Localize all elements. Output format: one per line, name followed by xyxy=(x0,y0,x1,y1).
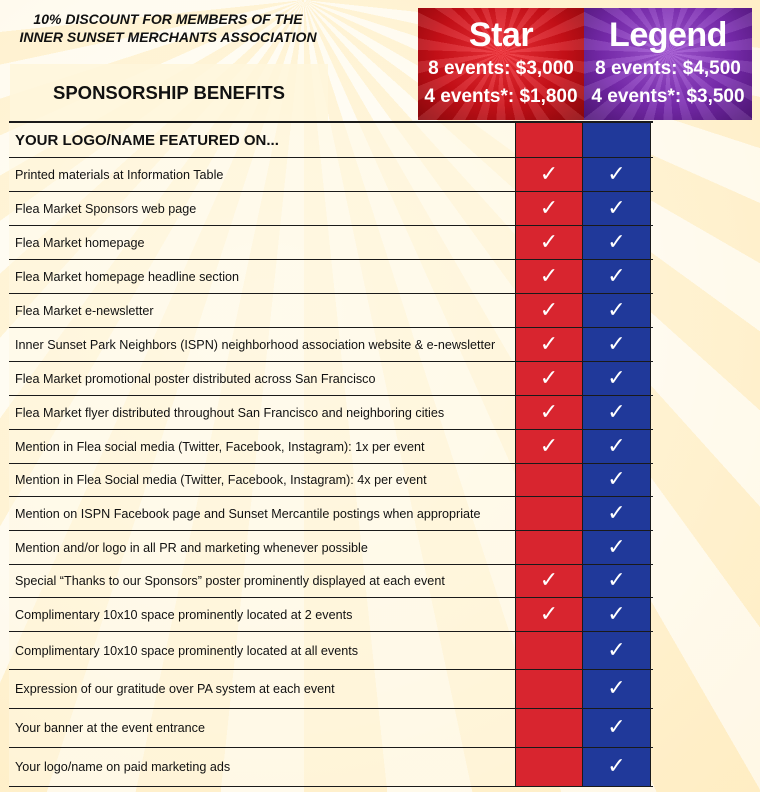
checkmark-icon: ✓ xyxy=(607,399,626,425)
checkmark-icon: ✓ xyxy=(539,399,559,425)
table-row xyxy=(9,362,653,396)
benefit-label: Mention in Flea Social media (Twitter, Facebook, Instagram): 4x per event xyxy=(9,464,515,496)
benefit-label: Mention and/or logo in all PR and marketing whenever possible xyxy=(9,531,515,564)
checkmark-icon: ✓ xyxy=(539,161,559,187)
checkmark-icon: ✓ xyxy=(607,715,626,740)
legend-cell xyxy=(582,670,651,708)
star-cell xyxy=(515,362,582,395)
legend-cell xyxy=(582,632,651,669)
checkmark-icon: ✓ xyxy=(607,433,626,459)
star-cell xyxy=(515,430,582,463)
benefits-table xyxy=(9,121,653,787)
legend-cell xyxy=(582,430,651,463)
section-title: SPONSORSHIP BENEFITS xyxy=(10,64,328,122)
benefit-label: Flea Market homepage xyxy=(9,226,515,259)
table-header-label: YOUR LOGO/NAME FEATURED ON... xyxy=(9,123,515,157)
star-cell xyxy=(515,497,582,530)
checkmark-icon: ✓ xyxy=(539,195,559,221)
table-row xyxy=(9,531,653,565)
table-row xyxy=(9,748,653,787)
benefit-label: Complimentary 10x10 space prominently located at all events xyxy=(9,632,515,669)
tier-price-8-events: 8 events: $4,500 xyxy=(595,58,741,79)
discount-note-line1: 10% DISCOUNT FOR MEMBERS OF THE xyxy=(33,11,303,27)
star-cell xyxy=(515,632,582,669)
tier-name: Star xyxy=(468,16,534,54)
table-row xyxy=(9,565,653,598)
star-cell xyxy=(515,598,582,631)
checkmark-icon: ✓ xyxy=(607,331,626,357)
checkmark-icon: ✓ xyxy=(539,331,559,357)
discount-note-line2: INNER SUNSET MERCHANTS ASSOCIATION xyxy=(19,29,317,45)
benefit-label: Flea Market promotional poster distributed across San Francisco xyxy=(9,362,515,395)
table-row xyxy=(9,430,653,464)
legend-cell xyxy=(582,464,651,496)
star-cell xyxy=(515,396,582,429)
checkmark-icon: ✓ xyxy=(607,637,626,663)
star-cell xyxy=(515,226,582,259)
legend-cell xyxy=(582,531,651,564)
star-cell xyxy=(515,709,582,747)
legend-cell xyxy=(582,192,651,225)
checkmark-icon: ✓ xyxy=(539,365,559,391)
legend-cell xyxy=(582,226,651,259)
legend-cell xyxy=(582,497,651,530)
checkmark-icon: ✓ xyxy=(607,534,626,560)
benefit-label: Expression of our gratitude over PA system at each event xyxy=(9,670,515,708)
table-row xyxy=(9,497,653,531)
tier-star-header xyxy=(418,8,584,120)
legend-cell xyxy=(582,748,651,786)
star-cell xyxy=(515,328,582,361)
table-row xyxy=(9,632,653,670)
benefit-label: Special “Thanks to our Sponsors” poster prominently displayed at each event xyxy=(9,565,515,597)
legend-cell xyxy=(582,598,651,631)
checkmark-icon: ✓ xyxy=(539,229,559,255)
tier-price-8-events: 8 events: $3,000 xyxy=(428,58,574,79)
table-row xyxy=(9,226,653,260)
checkmark-icon: ✓ xyxy=(607,263,626,289)
star-cell xyxy=(515,192,582,225)
checkmark-icon: ✓ xyxy=(539,297,559,323)
benefit-label: Flea Market e-newsletter xyxy=(9,294,515,327)
star-column-header-cell xyxy=(515,123,582,157)
checkmark-icon: ✓ xyxy=(607,500,626,526)
table-row xyxy=(9,294,653,328)
legend-cell xyxy=(582,362,651,395)
legend-column-header-cell xyxy=(582,123,651,157)
table-row xyxy=(9,328,653,362)
checkmark-icon: ✓ xyxy=(607,754,626,779)
legend-cell xyxy=(582,328,651,361)
tier-price-4-events: 4 events*: $3,500 xyxy=(591,86,745,107)
legend-cell xyxy=(582,565,651,597)
checkmark-icon: ✓ xyxy=(607,161,626,187)
legend-cell xyxy=(582,294,651,327)
checkmark-icon: ✓ xyxy=(607,195,626,221)
table-row xyxy=(9,396,653,430)
benefit-label: Mention in Flea social media (Twitter, Facebook, Instagram): 1x per event xyxy=(9,430,515,463)
benefit-label: Printed materials at Information Table xyxy=(9,158,515,191)
star-cell xyxy=(515,748,582,786)
star-cell xyxy=(515,565,582,597)
star-cell xyxy=(515,531,582,564)
table-row xyxy=(9,670,653,709)
benefit-label: Your banner at the event entrance xyxy=(9,709,515,747)
checkmark-icon: ✓ xyxy=(607,365,626,391)
legend-cell xyxy=(582,709,651,747)
table-row xyxy=(9,464,653,497)
benefit-label: Flea Market homepage headline section xyxy=(9,260,515,293)
tier-legend-header xyxy=(584,8,752,120)
star-cell xyxy=(515,260,582,293)
legend-cell xyxy=(582,158,651,191)
checkmark-icon: ✓ xyxy=(539,601,559,627)
legend-cell xyxy=(582,260,651,293)
tier-price-4-events: 4 events*: $1,800 xyxy=(424,86,578,107)
tier-name: Legend xyxy=(609,16,727,54)
star-cell xyxy=(515,464,582,496)
benefit-label: Flea Market Sponsors web page xyxy=(9,192,515,225)
checkmark-icon: ✓ xyxy=(607,568,626,593)
checkmark-icon: ✓ xyxy=(539,568,559,593)
table-row xyxy=(9,709,653,748)
checkmark-icon: ✓ xyxy=(539,433,559,459)
table-row xyxy=(9,598,653,632)
checkmark-icon: ✓ xyxy=(607,297,626,323)
benefit-label: Your logo/name on paid marketing ads xyxy=(9,748,515,786)
checkmark-icon: ✓ xyxy=(607,601,626,627)
checkmark-icon: ✓ xyxy=(539,263,559,289)
legend-cell xyxy=(582,396,651,429)
benefit-label: Complimentary 10x10 space prominently located at 2 events xyxy=(9,598,515,631)
table-row xyxy=(9,192,653,226)
benefit-label: Mention on ISPN Facebook page and Sunset Mercantile postings when appropriate xyxy=(9,497,515,530)
benefit-label: Inner Sunset Park Neighbors (ISPN) neighborhood association website & e-newsletter xyxy=(9,328,515,361)
checkmark-icon: ✓ xyxy=(607,467,626,492)
star-cell xyxy=(515,670,582,708)
table-header-row xyxy=(9,123,653,158)
benefit-label: Flea Market flyer distributed throughout San Francisco and neighboring cities xyxy=(9,396,515,429)
checkmark-icon: ✓ xyxy=(607,229,626,255)
star-cell xyxy=(515,158,582,191)
discount-note xyxy=(18,10,318,46)
table-row xyxy=(9,260,653,294)
table-row xyxy=(9,158,653,192)
star-cell xyxy=(515,294,582,327)
checkmark-icon: ✓ xyxy=(607,676,626,701)
